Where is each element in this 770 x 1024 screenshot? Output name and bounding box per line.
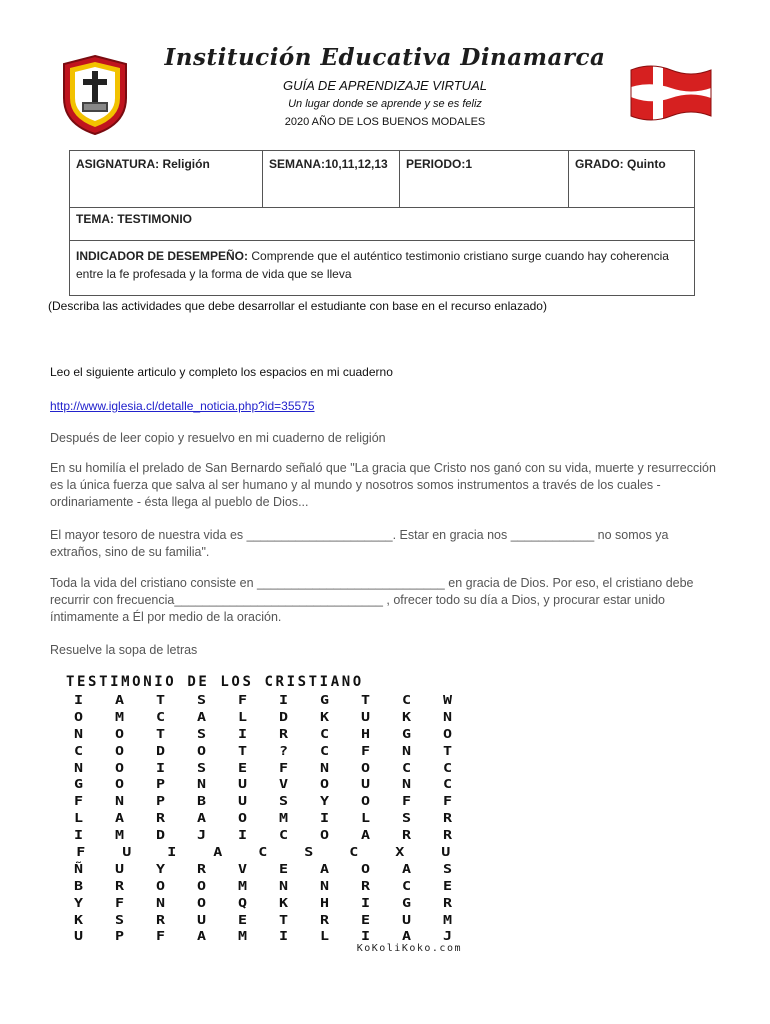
grid-cell: U <box>360 777 371 792</box>
period-cell: PERIODO:1 <box>400 151 569 208</box>
grid-cell: L <box>360 811 371 826</box>
grid-cell: Y <box>155 861 166 876</box>
grid-cell: S <box>114 912 125 927</box>
grid-row <box>58 693 468 710</box>
grid-cell: R <box>442 811 453 826</box>
grid-cell: L <box>73 811 84 826</box>
grid-cell: B <box>73 878 84 893</box>
grid-cell: C <box>349 845 359 860</box>
denmark-flag-icon <box>627 60 715 126</box>
grid-cell: A <box>196 811 207 826</box>
read-instruction: Leo el siguiente articulo y completo los espacios en mi cuaderno <box>50 365 393 379</box>
grid-cell: D <box>155 828 166 843</box>
homily-paragraph: En su homilía el prelado de San Bernardo señaló que "La gracia que Cristo nos ganó con su vida, muerte y resurrección es la única fuerza que salva al ser humano y al mundo y nosotros somos instrumentos a través de los cuales - ordinariamente - ésta llega al pueblo de Dios... <box>50 461 716 509</box>
grid-cell: L <box>237 709 248 724</box>
grid-cell: R <box>278 726 289 741</box>
grid-cell: O <box>360 760 371 775</box>
grid-cell: R <box>155 912 166 927</box>
grid-cell: T <box>360 693 371 707</box>
grid-cell: C <box>155 709 166 724</box>
grid-row <box>58 913 468 930</box>
grid-cell: R <box>442 828 453 843</box>
grid-cell: Y <box>73 895 84 910</box>
year-motto: 2020 AÑO DE LOS BUENOS MODALES <box>284 116 486 128</box>
school-motto: Un lugar donde se aprende y se es feliz <box>288 98 482 110</box>
grid-cell: V <box>278 777 289 792</box>
grid-row <box>58 777 468 794</box>
grid-cell: P <box>155 794 166 809</box>
grid-cell: K <box>319 709 330 724</box>
grid-cell: O <box>73 709 84 724</box>
grid-cell: W <box>442 693 453 707</box>
grid-cell: I <box>237 828 248 843</box>
school-name: Institución Educativa Dinamarca <box>164 44 606 71</box>
grid-cell: Q <box>237 895 248 910</box>
subject-cell: ASIGNATURA: Religión <box>70 151 263 208</box>
grid-row <box>58 710 468 727</box>
grid-cell: A <box>212 845 222 860</box>
grid-cell: D <box>278 709 289 724</box>
grid-cell: N <box>278 878 289 893</box>
grid-cell: I <box>278 929 289 944</box>
grid-cell: O <box>319 828 330 843</box>
grid-row <box>58 794 468 811</box>
grid-cell: I <box>73 828 84 843</box>
grid-cell: J <box>442 929 453 944</box>
grid-cell: F <box>73 794 84 809</box>
grid-cell: H <box>319 895 330 910</box>
grid-cell: A <box>114 811 125 826</box>
grid-cell: M <box>114 828 125 843</box>
grid-cell: J <box>196 828 207 843</box>
grid-cell: C <box>319 743 330 758</box>
word-search-instruction: Resuelve la sopa de letras <box>50 643 198 657</box>
grid-row <box>58 761 468 778</box>
grid-cell: O <box>319 777 330 792</box>
grid-cell: N <box>73 726 84 741</box>
grid-cell: O <box>442 726 453 741</box>
grid-cell: P <box>155 777 166 792</box>
grid-cell: K <box>401 709 412 724</box>
grid-cell: M <box>237 878 248 893</box>
grid-cell: O <box>196 743 207 758</box>
grid-cell: I <box>278 693 289 707</box>
grid-cell: U <box>401 912 412 927</box>
grid-cell: V <box>237 861 248 876</box>
grid-cell: A <box>401 929 412 944</box>
grid-cell: U <box>440 845 450 860</box>
grid-cell: G <box>401 726 412 741</box>
performance-indicator: INDICADOR DE DESEMPEÑO: Comprende que el auténtico testimonio cristiano surge cuando hay coherencia entre la fe profesada y la forma de vida que se lleva <box>70 241 695 296</box>
guide-title: GUÍA DE APRENDIZAJE VIRTUAL <box>283 78 487 93</box>
grid-cell: O <box>360 794 371 809</box>
puzzle-credit: KoKoliKoko.com <box>356 943 462 954</box>
grid-cell: N <box>442 709 453 724</box>
grid-cell: E <box>442 878 453 893</box>
grid-cell: N <box>155 895 166 910</box>
grid-cell: S <box>401 811 412 826</box>
grid-cell: R <box>114 878 125 893</box>
grid-cell: U <box>237 777 248 792</box>
grid-cell: C <box>401 878 412 893</box>
grid-cell: B <box>196 794 207 809</box>
grid-cell: T <box>155 693 166 707</box>
grid-cell: E <box>360 912 371 927</box>
grid-row <box>58 811 468 828</box>
grid-cell: M <box>114 709 125 724</box>
grid-cell: A <box>360 828 371 843</box>
grid-cell: F <box>155 929 166 944</box>
grid-cell: O <box>114 726 125 741</box>
grid-cell: U <box>114 861 125 876</box>
grid-cell: I <box>319 811 330 826</box>
grid-cell: I <box>237 726 248 741</box>
grid-cell: T <box>155 726 166 741</box>
grid-cell: N <box>114 794 125 809</box>
grid-cell: E <box>237 760 248 775</box>
grid-cell: I <box>167 845 177 860</box>
grid-cell: T <box>237 743 248 758</box>
grid-cell: R <box>196 861 207 876</box>
grid-cell: C <box>278 828 289 843</box>
grid-cell: C <box>401 760 412 775</box>
grid-cell: O <box>360 861 371 876</box>
grid-cell: E <box>237 912 248 927</box>
grid-cell: F <box>237 693 248 707</box>
grid-row <box>58 862 468 879</box>
grid-cell: U <box>196 912 207 927</box>
word-search-puzzle <box>52 671 474 955</box>
grid-cell: O <box>196 878 207 893</box>
grid-cell: C <box>442 777 453 792</box>
grid-cell: U <box>360 709 371 724</box>
grid-cell: O <box>196 895 207 910</box>
grid-cell: G <box>401 895 412 910</box>
grid-cell: I <box>360 929 371 944</box>
grid-cell: M <box>237 929 248 944</box>
grid-cell: O <box>237 811 248 826</box>
grid-cell: T <box>442 743 453 758</box>
grid-cell: M <box>278 811 289 826</box>
grid-cell: U <box>73 929 84 944</box>
topic-cell: TEMA: TESTIMONIO <box>70 208 695 241</box>
grid-cell: C <box>258 845 268 860</box>
grid-cell: Ñ <box>73 861 84 876</box>
grid-cell: U <box>121 845 131 860</box>
grid-cell: K <box>73 912 84 927</box>
grid-cell: T <box>278 912 289 927</box>
grid-cell: U <box>237 794 248 809</box>
grid-cell: E <box>278 861 289 876</box>
grid-cell: O <box>114 777 125 792</box>
letter-grid <box>58 693 468 946</box>
grid-cell: Y <box>319 794 330 809</box>
article-link[interactable]: http://www.iglesia.cl/detalle_noticia.php?id=35575 <box>50 399 315 413</box>
grid-row <box>58 896 468 913</box>
week-cell: SEMANA:10,11,12,13 <box>263 151 400 208</box>
grid-row <box>58 727 468 744</box>
grid-cell: F <box>360 743 371 758</box>
grid-cell: O <box>114 743 125 758</box>
grid-cell: C <box>442 760 453 775</box>
grid-cell: M <box>442 912 453 927</box>
grid-cell: A <box>196 929 207 944</box>
grid-cell: F <box>401 794 412 809</box>
grid-cell: C <box>401 693 412 707</box>
grid-row <box>58 845 468 862</box>
grid-cell: N <box>319 878 330 893</box>
grid-cell: D <box>155 743 166 758</box>
grid-cell: O <box>114 760 125 775</box>
grid-cell: R <box>360 878 371 893</box>
grid-row <box>58 828 468 845</box>
grid-cell: G <box>319 693 330 707</box>
grid-cell: N <box>196 777 207 792</box>
grid-row <box>58 879 468 896</box>
grid-cell: A <box>319 861 330 876</box>
grid-cell: O <box>155 878 166 893</box>
grid-cell: N <box>401 743 412 758</box>
grid-row <box>58 744 468 761</box>
grid-cell: R <box>155 811 166 826</box>
grid-cell: I <box>155 760 166 775</box>
grade-cell: GRADO: Quinto <box>569 151 695 208</box>
puzzle-title: TESTIMONIO DE LOS CRISTIANO <box>66 674 364 690</box>
grid-cell: C <box>73 743 84 758</box>
grid-cell: I <box>360 895 371 910</box>
grid-cell: I <box>73 693 84 707</box>
fill-blank-paragraph-1: El mayor tesoro de nuestra vida es _____________________. Estar en gracia nos ____________ no somos ya extraños, sino de su familia". <box>50 528 669 559</box>
grid-cell: F <box>114 895 125 910</box>
grid-cell: G <box>73 777 84 792</box>
grid-cell: ? <box>278 743 289 758</box>
grid-cell: N <box>73 760 84 775</box>
grid-cell: A <box>196 709 207 724</box>
grid-cell: S <box>442 861 453 876</box>
grid-cell: N <box>401 777 412 792</box>
grid-cell: R <box>319 912 330 927</box>
grid-cell: S <box>196 693 207 707</box>
grid-cell: F <box>278 760 289 775</box>
grid-cell: K <box>278 895 289 910</box>
grid-cell: S <box>278 794 289 809</box>
grid-cell: S <box>196 726 207 741</box>
grid-cell: S <box>196 760 207 775</box>
grid-cell: R <box>442 895 453 910</box>
grid-cell: N <box>319 760 330 775</box>
grid-cell: L <box>319 929 330 944</box>
fill-blank-paragraph-2: Toda la vida del cristiano consiste en ___________________________ en gracia de Dios. Por eso, el cristiano debe recurrir con frecuencia______________________________ , ofrecer todo su día a Dios, y procurar estar unido íntimamente a Él por medio de la oración. <box>50 576 694 624</box>
grid-cell: S <box>304 845 314 860</box>
course-info-table <box>69 150 695 296</box>
grid-cell: F <box>442 794 453 809</box>
grid-cell: A <box>114 693 125 707</box>
grid-cell: A <box>401 861 412 876</box>
grid-cell: C <box>319 726 330 741</box>
grid-cell: F <box>76 845 86 860</box>
grid-cell: R <box>401 828 412 843</box>
grid-cell: X <box>395 845 405 860</box>
copy-instruction: Después de leer copio y resuelvo en mi cuaderno de religión <box>50 431 386 445</box>
describe-note: (Describa las actividades que debe desarrollar el estudiante con base en el recurso enlazado) <box>48 299 547 313</box>
grid-cell: P <box>114 929 125 944</box>
grid-cell: H <box>360 726 371 741</box>
